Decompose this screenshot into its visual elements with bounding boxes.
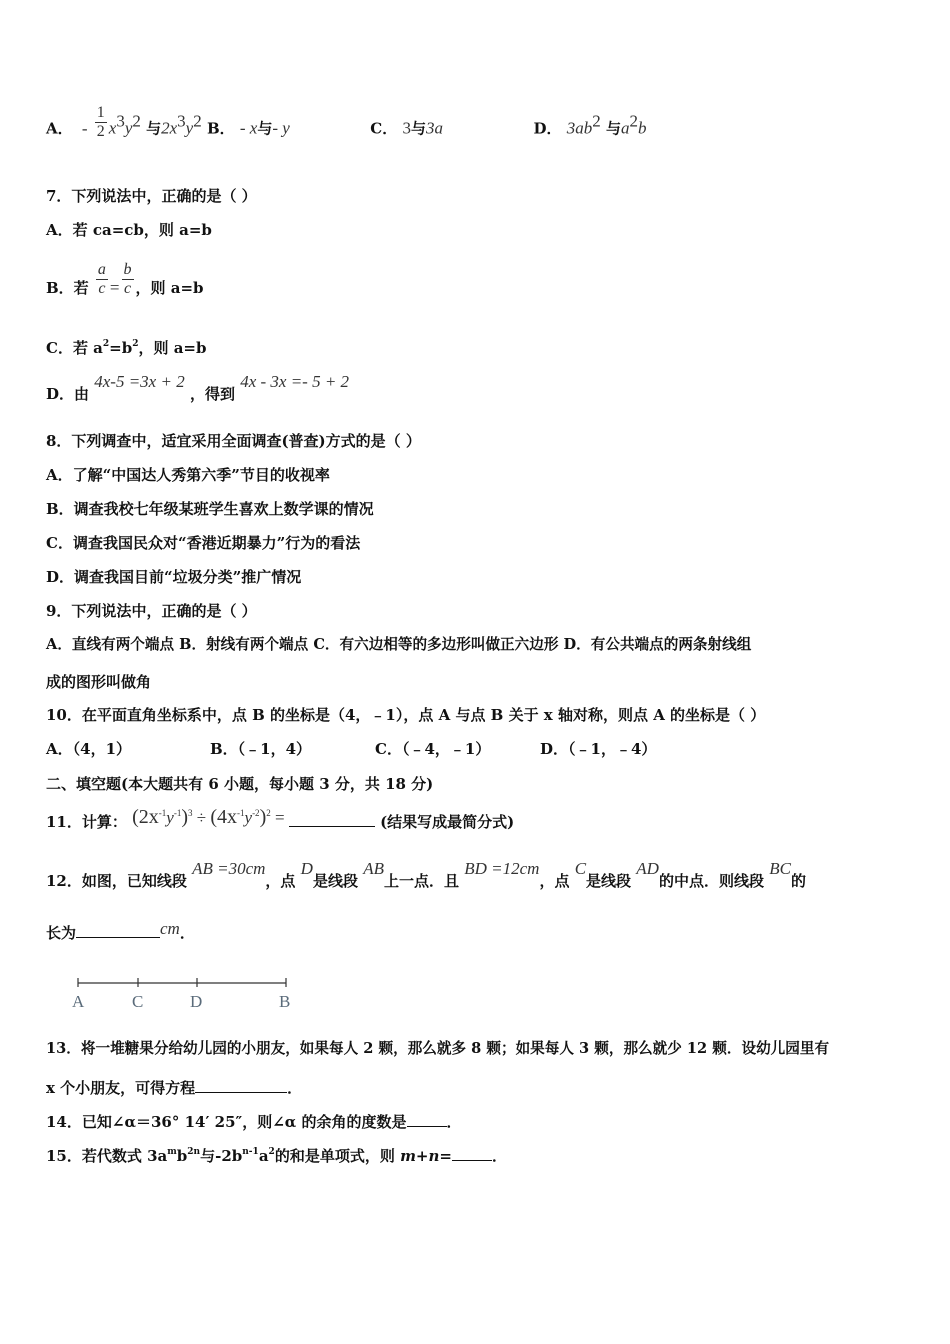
q11: 11．计算： $(2x^{-1}y^{-1})^3 \div (4x^{-1}y^{-2})^2$ = (结果写成最简分式) <box>46 806 515 831</box>
q7-option-c: C．若 $a^2=b^2$，则 a=b <box>46 339 207 357</box>
q7-b-fraction-right: $\frac{b}{c}$ <box>123 260 132 297</box>
q13-answer-blank[interactable] <box>195 1076 287 1093</box>
q9-stem: 9．下列说法中，正确的是（ ） <box>46 602 257 620</box>
q6-options: A． - $\frac{1}{2}$ $x^3y^2$ 与$2x^3y^2$ B． - x与- y C． 3与3a D． $3ab^2$ 与$a^2b$ <box>46 104 647 140</box>
q10-option-c: C．（﹣4，﹣1） <box>375 740 491 758</box>
q12-line1: 12．如图，已知线段 AB =30cm，点 D是线段 AB上一点．且 BD =12cm，点 C是线段 AD的中点．则线段 BC的 <box>46 859 806 890</box>
q8-option-d: D．调查我国目前“垃圾分类”推广情况 <box>46 568 302 586</box>
q10-option-d: D．（﹣1，﹣4） <box>540 740 657 758</box>
fig-label-c: C <box>132 992 144 1011</box>
q6-a-fraction: $\frac{1}{2}$ <box>96 104 105 140</box>
fig-label-b: B <box>279 992 291 1011</box>
q7-option-a: A．若 ca=cb，则 a=b <box>46 221 212 239</box>
q8-option-b: B．调查我校七年级某班学生喜欢上数学课的情况 <box>46 500 374 518</box>
q9-options: A．直线有两个端点 B．射线有两个端点 C．有六边相等的多边形叫做正六边形 D．有公共端点的两条射线组 <box>46 636 752 653</box>
q11-expression: $(2x^{-1}y^{-1})^3 \div (4x^{-1}y^{-2})^2$ = <box>132 806 285 828</box>
q8-option-a: A．了解“中国达人秀第六季”节目的收视率 <box>46 466 330 484</box>
q12-line2: 长为 cm． <box>46 919 195 942</box>
q11-answer-blank[interactable] <box>289 810 375 827</box>
q8-stem: 8．下列调查中，适宜采用全面调查(普查)方式的是（ ） <box>46 432 421 450</box>
q10-option-a: A．（4，1） <box>46 740 132 758</box>
q7-stem: 7．下列说法中，正确的是（ ） <box>46 187 257 205</box>
q10-option-b: B．（﹣1，4） <box>210 740 312 758</box>
q12-answer-blank[interactable] <box>76 921 160 938</box>
fig-label-a: A <box>72 992 85 1011</box>
q10-stem: 10．在平面直角坐标系中，点 B 的坐标是（4，﹣1），点 A 与点 B 关于 x 轴对称，则点 A 的坐标是（ ） <box>46 706 766 724</box>
q13-line1: 13．将一堆糖果分给幼儿园的小朋友，如果每人 2 颗，那么就多 8 颗；如果每人 3 颗，那么就少 12 颗．设幼儿园里有 <box>46 1040 830 1057</box>
q8-option-c: C．调查我国民众对“香港近期暴力”行为的看法 <box>46 534 361 552</box>
q7-option-b: B．若 $\frac{a}{c}$ = $\frac{b}{c}$ ，则 a=b <box>46 260 204 297</box>
q14-answer-blank[interactable] <box>407 1110 447 1127</box>
q15-answer-blank[interactable] <box>452 1144 492 1161</box>
q9-options-cont: 成的图形叫做角 <box>46 673 152 691</box>
section-heading: 二、填空题(本大题共有 6 小题，每小题 3 分，共 18 分) <box>46 775 434 793</box>
q14: 14．已知∠α＝36° 14′ 25″，则∠α 的余角的度数是 ． <box>46 1110 462 1132</box>
q13-line2: x 个小朋友，可得方程 ． <box>46 1076 302 1098</box>
q12-segment-figure <box>68 974 298 1014</box>
q15: 15．若代数式 $3a^mb^{2n}$与$-2b^{n-1}a^2$的和是单项式，则 m+n= ． <box>46 1144 507 1166</box>
fig-label-d: D <box>190 992 203 1011</box>
q7-b-fraction-left: $\frac{a}{c}$ <box>97 260 106 297</box>
q7-option-d: D．由 4x-5 =3x + 2 ，得到 4x - 3x =- 5 + 2 <box>46 372 350 403</box>
